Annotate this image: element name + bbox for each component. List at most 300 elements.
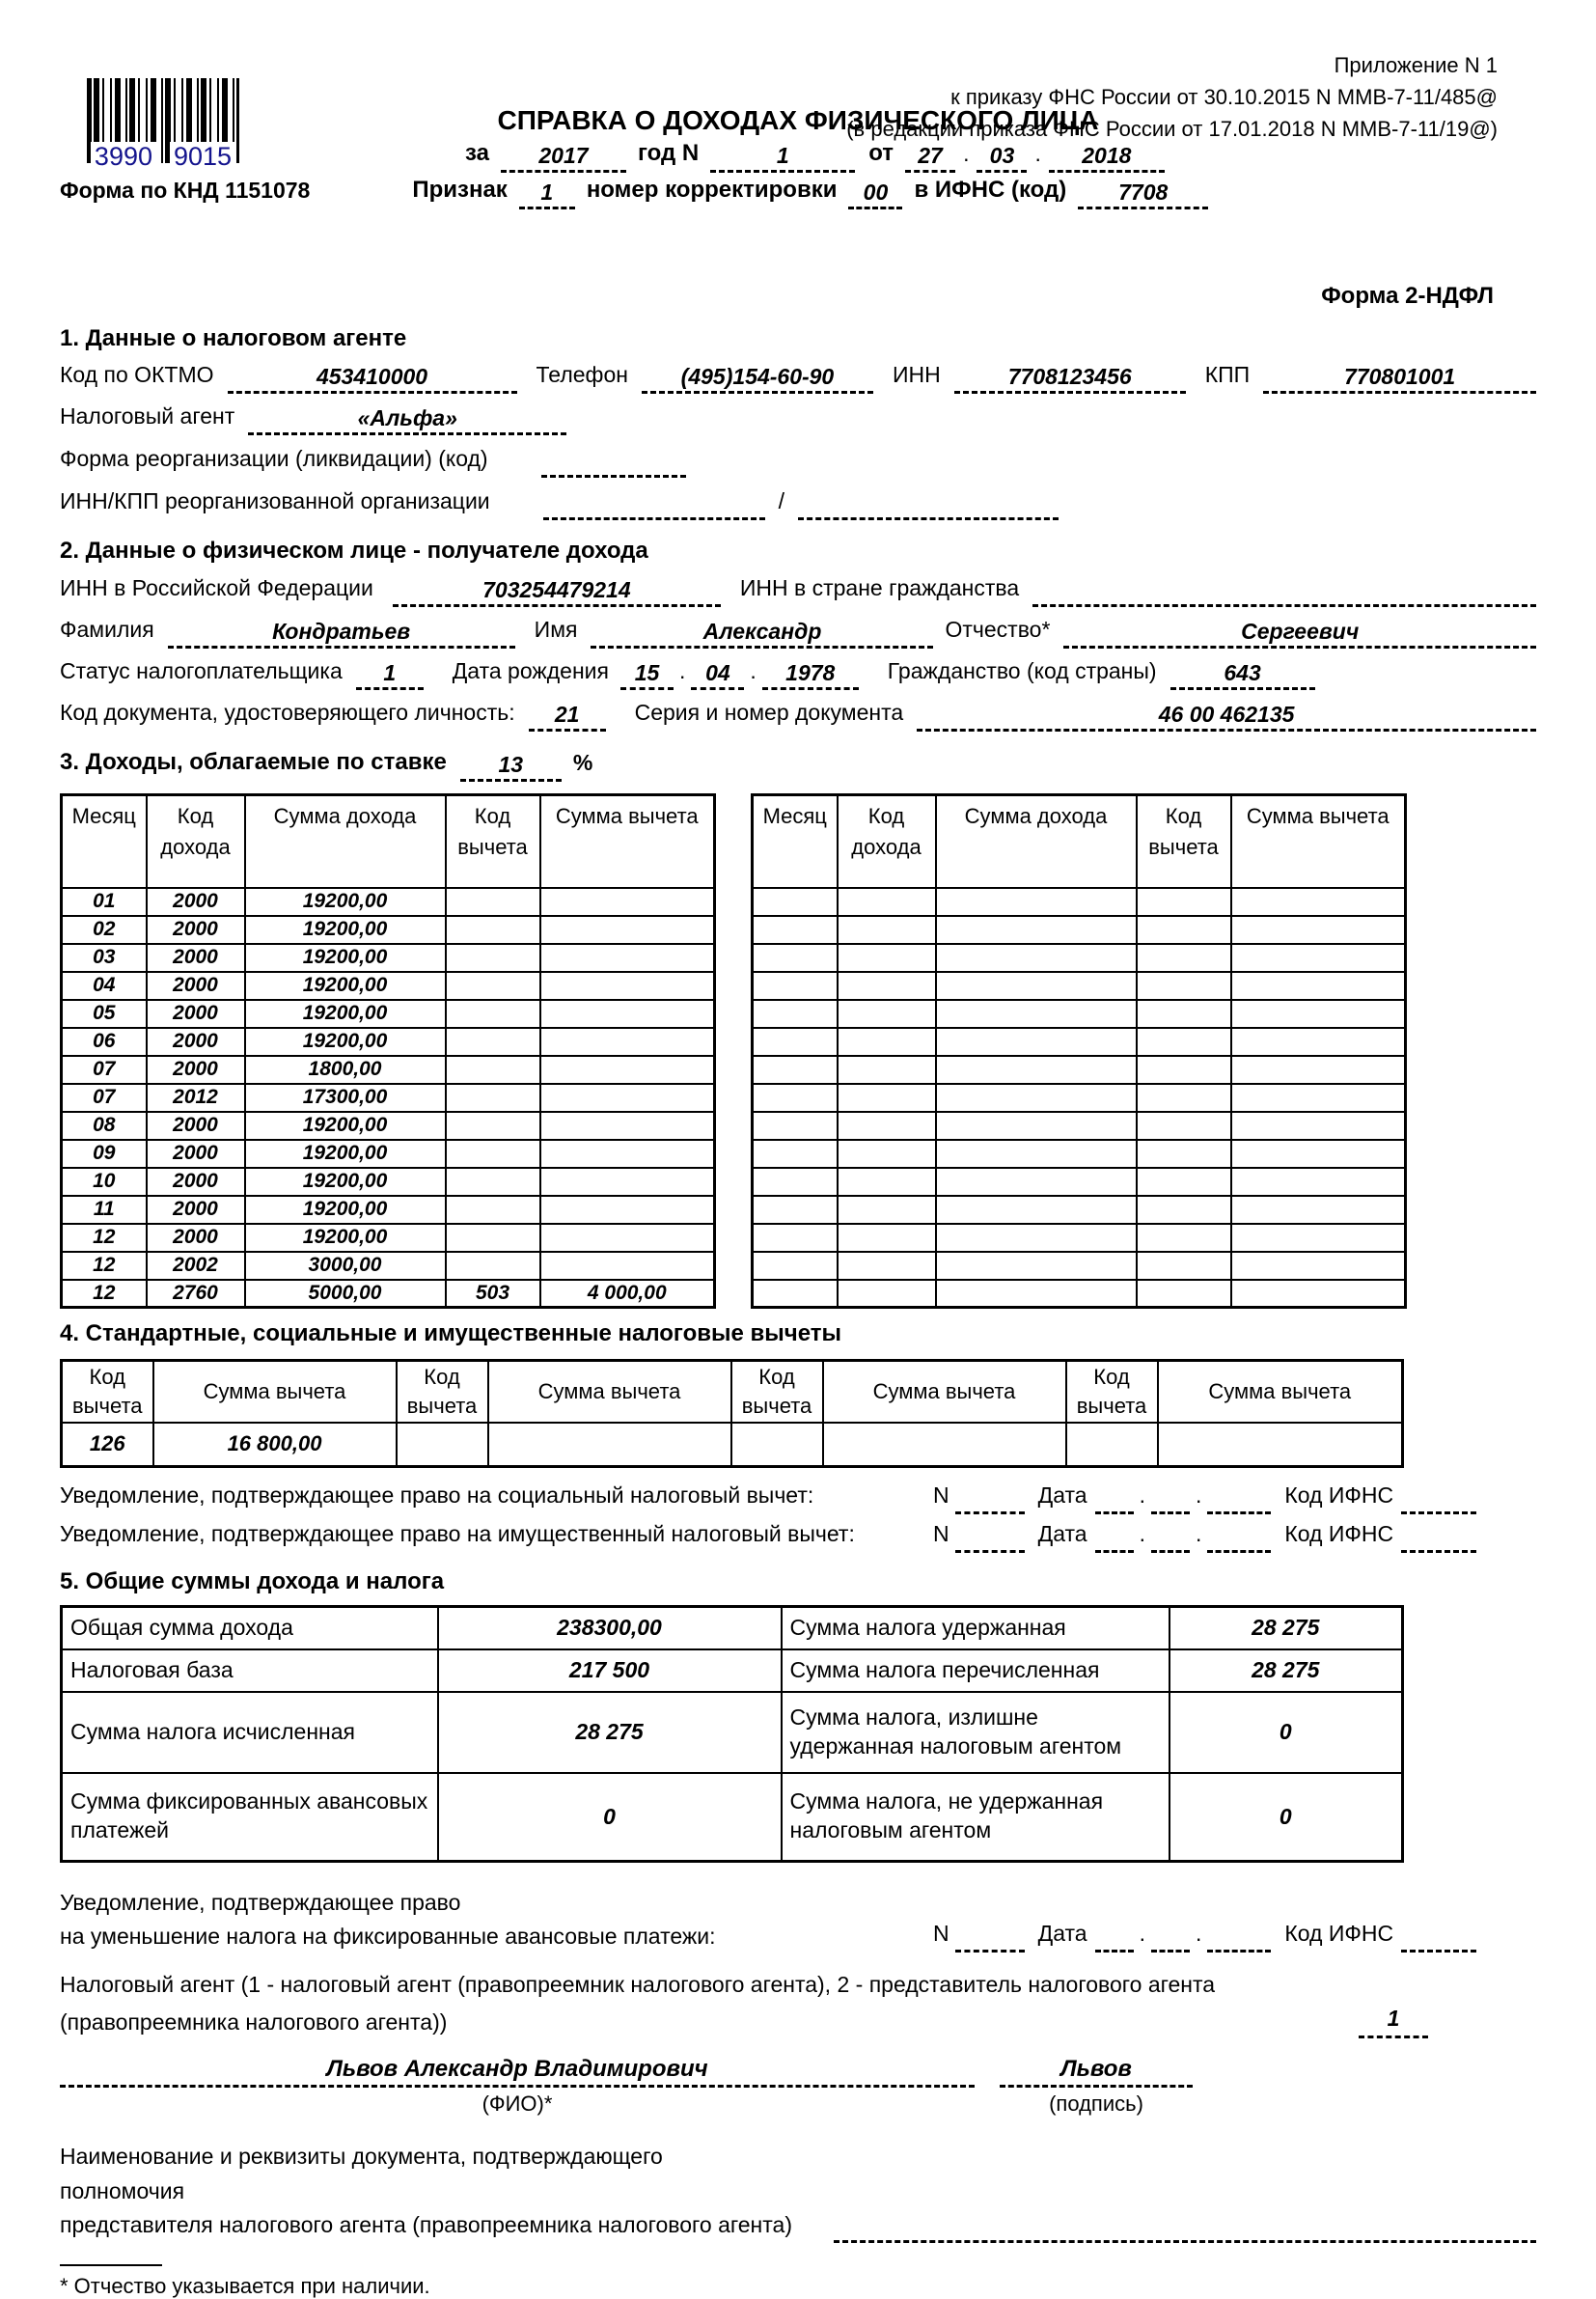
income-row xyxy=(753,1028,1406,1056)
date-dot: . xyxy=(1139,1921,1145,1946)
deduction-code-cell xyxy=(1137,1028,1231,1056)
birth-dot: . xyxy=(678,658,686,683)
date-dot: . xyxy=(963,141,970,166)
deduction-sum-cell xyxy=(540,1168,715,1196)
income-sum-cell xyxy=(936,1280,1137,1308)
footnote-separator xyxy=(60,2264,162,2266)
section5-title: 5. Общие суммы дохода и налога xyxy=(60,1568,445,1594)
deduction-sum-cell xyxy=(540,916,715,944)
income-code-cell xyxy=(838,1140,936,1168)
income-code-cell: 2000 xyxy=(147,1056,245,1084)
section4-title: 4. Стандартные, социальные и имущественные налоговые вычеты xyxy=(60,1320,841,1346)
deduction-sum-cell xyxy=(1231,1000,1406,1028)
month-cell xyxy=(753,1000,838,1028)
income-code-cell xyxy=(838,1280,936,1308)
date-dot: . xyxy=(1139,1482,1145,1508)
month-cell xyxy=(753,1280,838,1308)
doc-series-value: 46 00 462135 xyxy=(917,702,1536,732)
deduction-sum-header: Сумма вычета xyxy=(1231,795,1406,888)
month-cell xyxy=(753,1028,838,1056)
income-table-header xyxy=(62,795,715,888)
za-label: за xyxy=(465,140,489,166)
income-code-cell: 2000 xyxy=(147,944,245,972)
income-row xyxy=(753,1084,1406,1112)
income-sum-cell: 3000,00 xyxy=(245,1252,446,1280)
authdoc-line-2: представителя налогового агента (правопреемника налогового агента) xyxy=(60,2212,792,2238)
income-row xyxy=(753,1224,1406,1252)
god-n-label: год N xyxy=(637,140,700,166)
month-cell xyxy=(753,888,838,916)
month-cell: 03 xyxy=(62,944,147,972)
month-cell xyxy=(753,916,838,944)
notice-date-year-blank xyxy=(1207,1482,1271,1514)
income-code-cell xyxy=(838,944,936,972)
notice-line-1: Уведомление, подтверждающее право xyxy=(60,1890,461,1915)
notice-date-day-blank xyxy=(1095,1482,1134,1514)
deduction-sum-cell xyxy=(1231,1196,1406,1224)
deduction-sum-cell xyxy=(1231,1168,1406,1196)
totals-row xyxy=(62,1607,1403,1649)
deduction-code-cell xyxy=(446,1056,540,1084)
phone-value: (495)154-60-90 xyxy=(642,364,873,394)
deduction-sum-cell: 16 800,00 xyxy=(153,1423,397,1467)
deduction-sum-header: Сумма вычета xyxy=(540,795,715,888)
deduction-sum-cell xyxy=(540,1112,715,1140)
deduction-sum-cell xyxy=(540,1196,715,1224)
reorg-form-row xyxy=(60,445,1536,478)
notice-date-month-blank xyxy=(1151,1482,1190,1514)
deduction-sum-header: Сумма вычета xyxy=(153,1361,397,1423)
deduction-sum-cell xyxy=(1231,1028,1406,1056)
income-row xyxy=(753,888,1406,916)
agent-text-line-1: Налоговый агент (1 - налоговый агент (правопреемник налогового агента), 2 - представитель налогового агента xyxy=(60,1972,1216,1997)
income-row xyxy=(62,888,715,916)
appendix-line-2: к приказу ФНС России от 30.10.2015 N ММВ-7-11/485@ xyxy=(950,85,1498,109)
doc-code-value: 21 xyxy=(529,702,606,732)
deduction-code-cell xyxy=(446,888,540,916)
notice-date-year-blank xyxy=(1207,1920,1271,1953)
income-sum-cell xyxy=(936,916,1137,944)
income-sum-cell: 19200,00 xyxy=(245,1028,446,1056)
income-row xyxy=(62,916,715,944)
deduction-code-header: Код вычета xyxy=(1137,795,1231,888)
income-code-cell xyxy=(838,1112,936,1140)
ifns-code-label: Код ИФНС xyxy=(1284,1921,1394,1946)
appendix-line-1: Приложение N 1 xyxy=(1334,53,1498,77)
income-row xyxy=(62,1112,715,1140)
notice-date-year-blank xyxy=(1207,1520,1271,1553)
date-label: Дата xyxy=(1037,1921,1087,1946)
month-cell xyxy=(753,1112,838,1140)
tax-withheld-value: 28 275 xyxy=(1169,1607,1403,1649)
income-sum-cell xyxy=(936,944,1137,972)
tax-overwithheld-value: 0 xyxy=(1169,1692,1403,1773)
firstname-label: Имя xyxy=(534,617,578,642)
income-row xyxy=(753,972,1406,1000)
deduction-sum-cell xyxy=(540,972,715,1000)
income-row xyxy=(62,972,715,1000)
month-cell xyxy=(753,1168,838,1196)
notice-line-2: на уменьшение налога на фиксированные авансовые платежи: xyxy=(60,1923,716,1949)
tax-calculated-value: 28 275 xyxy=(438,1692,782,1773)
tax-notwithheld-value: 0 xyxy=(1169,1773,1403,1862)
income-code-cell xyxy=(838,1000,936,1028)
income-tables xyxy=(60,793,1536,1309)
deduction-sum-header: Сумма вычета xyxy=(1158,1361,1403,1423)
date-dot: . xyxy=(1195,1482,1202,1508)
deduction-code-cell xyxy=(446,916,540,944)
ifns-value: 7708 xyxy=(1078,180,1208,209)
income-row xyxy=(753,944,1406,972)
income-row xyxy=(62,1056,715,1084)
deduction-code-header: Код вычета xyxy=(1066,1361,1158,1423)
status-label: Статус налогоплательщика xyxy=(60,658,343,683)
deduction-sum-cell xyxy=(1231,916,1406,944)
income-sum-cell: 19200,00 xyxy=(245,1196,446,1224)
reorg-innkpp-label: ИНН/КПП реорганизованной организации xyxy=(60,488,490,513)
income-sum-cell: 1800,00 xyxy=(245,1056,446,1084)
person-name-row xyxy=(60,617,1536,649)
income-sum-cell xyxy=(936,1196,1137,1224)
deduction-sum-cell xyxy=(540,1084,715,1112)
deduction-sum-cell xyxy=(823,1423,1066,1467)
deduction-sum-cell: 4 000,00 xyxy=(540,1280,715,1308)
income-code-cell: 2000 xyxy=(147,1028,245,1056)
inn-value: 7708123456 xyxy=(954,364,1186,394)
tax-withheld-label: Сумма налога удержанная xyxy=(782,1607,1169,1649)
income-sum-cell xyxy=(936,1084,1137,1112)
income-code-cell: 2012 xyxy=(147,1084,245,1112)
tax-base-label: Налоговая база xyxy=(62,1649,438,1692)
month-cell: 02 xyxy=(62,916,147,944)
deduction-sum-cell xyxy=(1231,1280,1406,1308)
citizenship-value: 643 xyxy=(1170,660,1315,690)
n-label: N xyxy=(933,1482,949,1508)
deduction-code-cell xyxy=(446,1224,540,1252)
deduction-sum-cell xyxy=(1231,1140,1406,1168)
fio-value: Львов Александр Владимирович xyxy=(60,2056,975,2088)
income-sum-cell: 19200,00 xyxy=(245,1168,446,1196)
oktmo-label: Код по ОКТМО xyxy=(60,362,214,387)
slash-separator: / xyxy=(778,488,785,513)
deduction-code-cell xyxy=(1137,1140,1231,1168)
income-code-cell xyxy=(838,1168,936,1196)
agent-ids-row xyxy=(60,362,1536,394)
month-cell: 05 xyxy=(62,1000,147,1028)
form-name: Форма 2-НДФЛ xyxy=(1321,283,1494,309)
priznak-label: Признак xyxy=(412,177,508,203)
notice-date-month-blank xyxy=(1151,1920,1190,1953)
deduction-sum-cell xyxy=(540,944,715,972)
deduction-code-cell xyxy=(446,1000,540,1028)
deduction-code-header: Код вычета xyxy=(397,1361,488,1423)
sign-signature xyxy=(1000,2056,1193,2117)
year-value: 2017 xyxy=(501,143,626,173)
income-code-cell: 2002 xyxy=(147,1252,245,1280)
income-sum-cell: 19200,00 xyxy=(245,972,446,1000)
agent-name-row xyxy=(60,403,1536,435)
section3-title: 3. Доходы, облагаемые по ставке xyxy=(60,749,447,775)
income-row xyxy=(62,1224,715,1252)
priznak-line xyxy=(60,177,1208,209)
deduction-sum-cell xyxy=(540,1224,715,1252)
month-cell xyxy=(753,1196,838,1224)
percent-sign: % xyxy=(572,750,593,775)
deduction-sum-header: Сумма вычета xyxy=(823,1361,1066,1423)
deduction-sum-cell xyxy=(1231,888,1406,916)
social-notice-label: Уведомление, подтверждающее право на социальный налоговый вычет: xyxy=(60,1482,814,1508)
total-income-label: Общая сумма дохода xyxy=(62,1607,438,1649)
income-sum-cell: 19200,00 xyxy=(245,944,446,972)
deduction-sum-cell xyxy=(1231,1224,1406,1252)
reorg-inn-blank xyxy=(543,487,765,520)
income-sum-cell xyxy=(936,1000,1137,1028)
social-notice-row xyxy=(60,1482,1536,1514)
deduction-code-cell xyxy=(731,1423,823,1467)
deduction-code-cell xyxy=(446,1140,540,1168)
knd-label: Форма по КНД 1151078 xyxy=(60,178,311,203)
month-cell: 01 xyxy=(62,888,147,916)
korr-value: 00 xyxy=(848,180,902,209)
citizenship-label: Гражданство (код страны) xyxy=(887,658,1157,683)
deduction-code-cell xyxy=(1137,972,1231,1000)
property-notice-row xyxy=(60,1520,1536,1553)
deduction-code-cell xyxy=(1066,1423,1158,1467)
tax-transferred-label: Сумма налога перечисленная xyxy=(782,1649,1169,1692)
tax-calculated-label: Сумма налога исчисленная xyxy=(62,1692,438,1773)
deductions-header-row xyxy=(62,1361,1403,1423)
n-label: N xyxy=(933,1921,949,1946)
document-title: СПРАВКА О ДОХОДАХ ФИЗИЧЕСКОГО ЛИЦА xyxy=(497,105,1099,135)
person-inn-row xyxy=(60,574,1536,607)
month-cell: 12 xyxy=(62,1280,147,1308)
deduction-code-cell xyxy=(446,1028,540,1056)
income-row xyxy=(753,1280,1406,1308)
priznak-value: 1 xyxy=(519,180,575,209)
month-cell: 09 xyxy=(62,1140,147,1168)
deduction-code-cell xyxy=(1137,1112,1231,1140)
authority-document-label xyxy=(60,2140,793,2243)
ifns-code-label: Код ИФНС xyxy=(1284,1521,1394,1546)
signature-row xyxy=(60,2056,1536,2117)
status-value: 1 xyxy=(356,660,424,690)
notice-ifns-blank xyxy=(1401,1482,1476,1514)
barcode-digits-right: 9015 xyxy=(170,142,235,172)
income-code-header: Код дохода xyxy=(838,795,936,888)
fixed-advance-notice-label xyxy=(60,1886,933,1953)
month-cell: 10 xyxy=(62,1168,147,1196)
agent-signature-block xyxy=(60,1968,1536,2038)
income-code-cell xyxy=(838,888,936,916)
income-table-left xyxy=(60,793,716,1309)
income-table-right xyxy=(751,793,1407,1309)
deduction-code-cell xyxy=(446,1196,540,1224)
month-cell xyxy=(753,1224,838,1252)
income-sum-cell xyxy=(936,1252,1137,1280)
income-row xyxy=(62,1252,715,1280)
income-row xyxy=(62,1168,715,1196)
deduction-sum-cell xyxy=(540,888,715,916)
reorg-kpp-blank xyxy=(798,487,1059,520)
period-line xyxy=(465,140,1165,173)
month-cell xyxy=(753,944,838,972)
doc-series-label: Серия и номер документа xyxy=(634,700,904,725)
income-sum-cell xyxy=(936,1028,1137,1056)
income-sum-cell xyxy=(936,888,1137,916)
oktmo-value: 453410000 xyxy=(228,364,517,394)
barcode-digits-left: 3990 xyxy=(91,142,156,172)
income-code-cell: 2000 xyxy=(147,1224,245,1252)
birth-month-value: 04 xyxy=(691,660,744,690)
income-code-cell xyxy=(838,1084,936,1112)
deduction-code-cell xyxy=(1137,944,1231,972)
reorg-value-blank xyxy=(541,445,686,478)
section3-title-row xyxy=(60,749,1536,782)
agent-text-line-2-row xyxy=(60,2002,1536,2039)
deduction-code-cell xyxy=(446,1168,540,1196)
income-row xyxy=(62,1196,715,1224)
income-code-header: Код дохода xyxy=(147,795,245,888)
income-code-cell: 2000 xyxy=(147,1196,245,1224)
patronymic-value: Сергеевич xyxy=(1063,619,1536,649)
fio-label: (ФИО)* xyxy=(482,2091,553,2116)
month-cell: 07 xyxy=(62,1084,147,1112)
month-cell xyxy=(753,1140,838,1168)
deductions-data-row xyxy=(62,1423,1403,1467)
deduction-code-cell xyxy=(1137,1280,1231,1308)
month-header: Месяц xyxy=(62,795,147,888)
korr-label: номер корректировки xyxy=(586,177,838,203)
person-document-row xyxy=(60,700,1536,732)
deduction-sum-header: Сумма вычета xyxy=(488,1361,731,1423)
date-label: Дата xyxy=(1037,1482,1087,1508)
inn-rf-value: 703254479214 xyxy=(393,577,721,607)
date-dot: . xyxy=(1195,1921,1202,1946)
income-sum-cell: 19200,00 xyxy=(245,1140,446,1168)
notice-date-month-blank xyxy=(1151,1520,1190,1553)
ifns-code-label: Код ИФНС xyxy=(1284,1482,1394,1508)
income-sum-cell xyxy=(936,1140,1137,1168)
date-year-value: 2018 xyxy=(1049,143,1165,173)
income-sum-cell: 19200,00 xyxy=(245,888,446,916)
income-sum-cell: 19200,00 xyxy=(245,916,446,944)
deduction-sum-cell xyxy=(1231,1112,1406,1140)
deduction-sum-cell xyxy=(540,1140,715,1168)
sign-value: Львов xyxy=(1000,2056,1193,2088)
income-code-cell: 2000 xyxy=(147,1000,245,1028)
deduction-code-cell xyxy=(446,1084,540,1112)
income-sum-cell: 17300,00 xyxy=(245,1084,446,1112)
income-code-cell xyxy=(838,1252,936,1280)
deduction-code-header: Код вычета xyxy=(62,1361,153,1423)
notice-date-day-blank xyxy=(1095,1920,1134,1953)
income-row xyxy=(753,1168,1406,1196)
deduction-code-cell xyxy=(1137,1168,1231,1196)
firstname-value: Александр xyxy=(591,619,933,649)
footnote-text: * Отчество указывается при наличии. xyxy=(60,2273,430,2298)
income-code-cell: 2000 xyxy=(147,888,245,916)
month-cell: 12 xyxy=(62,1224,147,1252)
tax-transferred-value: 28 275 xyxy=(1169,1649,1403,1692)
month-cell xyxy=(753,1056,838,1084)
birth-dot: . xyxy=(750,658,757,683)
notice-number-blank xyxy=(955,1482,1025,1514)
date-day-value: 27 xyxy=(905,143,955,173)
month-cell xyxy=(753,972,838,1000)
deductions-table xyxy=(60,1359,1404,1468)
fio-signature xyxy=(60,2056,975,2117)
income-sum-cell: 19200,00 xyxy=(245,1224,446,1252)
birth-day-value: 15 xyxy=(620,660,674,690)
income-code-cell: 2000 xyxy=(147,1168,245,1196)
date-label: Дата xyxy=(1037,1521,1087,1546)
income-code-cell: 2000 xyxy=(147,972,245,1000)
income-table-empty-body xyxy=(753,888,1406,1308)
agent-value: «Альфа» xyxy=(248,405,566,435)
form-header xyxy=(60,43,1536,325)
income-row xyxy=(753,1252,1406,1280)
month-cell: 04 xyxy=(62,972,147,1000)
deduction-code-header: Код вычета xyxy=(446,795,540,888)
doc-number-value: 1 xyxy=(710,143,855,173)
deduction-code-cell xyxy=(446,972,540,1000)
income-code-cell: 2760 xyxy=(147,1280,245,1308)
ifns-label: в ИФНС (код) xyxy=(914,177,1067,203)
deduction-code-cell xyxy=(1137,1084,1231,1112)
agent-text-line-2: (правопреемника налогового агента)) xyxy=(60,2008,448,2035)
deduction-code-cell xyxy=(446,1252,540,1280)
month-cell: 12 xyxy=(62,1252,147,1280)
fixed-advance-notice-row xyxy=(60,1886,1536,1953)
ot-label: от xyxy=(868,140,894,166)
deduction-code-cell xyxy=(1137,888,1231,916)
deduction-sum-cell xyxy=(1231,1084,1406,1112)
month-cell xyxy=(753,1252,838,1280)
month-cell: 07 xyxy=(62,1056,147,1084)
surname-value: Кондратьев xyxy=(168,619,515,649)
deduction-sum-cell xyxy=(540,1000,715,1028)
n-label: N xyxy=(933,1521,949,1546)
inn-citizenship-blank xyxy=(1032,574,1536,607)
date-month-value: 03 xyxy=(977,143,1027,173)
income-row xyxy=(753,1112,1406,1140)
deduction-sum-cell xyxy=(540,1056,715,1084)
authority-document-row xyxy=(60,2140,1536,2243)
income-code-cell: 2000 xyxy=(147,1112,245,1140)
income-row xyxy=(753,1140,1406,1168)
income-table-body xyxy=(62,888,715,1308)
income-sum-cell: 19200,00 xyxy=(245,1000,446,1028)
deduction-code-cell xyxy=(446,1112,540,1140)
section2-title: 2. Данные о физическом лице - получателе дохода xyxy=(60,538,648,564)
income-code-cell xyxy=(838,1224,936,1252)
tax-base-value: 217 500 xyxy=(438,1649,782,1692)
income-row xyxy=(62,944,715,972)
income-row xyxy=(62,1140,715,1168)
tax-rate-value: 13 xyxy=(460,752,562,782)
income-code-cell xyxy=(838,972,936,1000)
month-cell: 11 xyxy=(62,1196,147,1224)
authority-document-blank xyxy=(834,2210,1536,2243)
inn-rf-label: ИНН в Российской Федерации xyxy=(60,575,373,600)
income-row xyxy=(62,1084,715,1112)
fixed-advance-label: Сумма фиксированных авансовых платежей xyxy=(62,1773,438,1862)
deduction-code-cell xyxy=(397,1423,488,1467)
deduction-code-cell: 126 xyxy=(62,1423,153,1467)
kpp-label: КПП xyxy=(1204,362,1251,387)
notice-number-blank xyxy=(955,1920,1025,1953)
property-notice-label: Уведомление, подтверждающее право на имущественный налоговый вычет: xyxy=(60,1521,855,1546)
